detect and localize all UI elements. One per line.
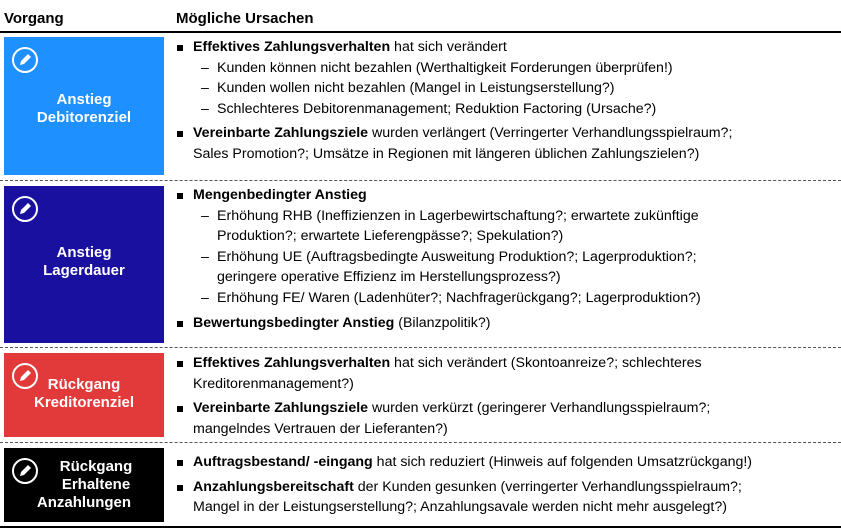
footer-rule <box>0 526 841 528</box>
sub-bullet-continuation: Produktion?; erwartete Lieferengpässe?; Spekulation?) <box>217 228 564 245</box>
box-label-line1: Rückgang <box>59 458 133 475</box>
pencil-icon <box>12 47 38 73</box>
sub-bullet: – Kunden wollen nicht bezahlen (Mangel in Leistungserstellung?) <box>176 78 836 99</box>
bullet-continuation: Mangel in der Leistungserstellung?; Anzahlungsavale werden nicht mehr ausgelegt?) <box>193 499 727 516</box>
bullet: Vereinbarte Zahlungsziele wurden verkürzt (geringerer Verhandlungsspielraum?; <box>176 398 836 419</box>
sub-bullet-continuation: geringere operative Effizienz im Herstellungsprozess?) <box>217 269 561 286</box>
sub-bullet: – Erhöhung FE/ Waren (Ladenhüter?; Nachfragerückgang?; Lagerproduktion?) <box>176 288 836 309</box>
section-divider <box>0 347 841 348</box>
bullet: Bewertungsbedingter Anstieg (Bilanzpolitik?) <box>176 313 836 334</box>
box-label-line2: Lagerdauer <box>43 262 125 279</box>
section-divider <box>0 180 841 181</box>
box-anstieg-lagerdauer <box>4 186 164 343</box>
bullet: Effektives Zahlungsverhalten hat sich verändert (Skontoanreize?; schlechteres <box>176 353 836 374</box>
box-label-line2: Erhaltene <box>61 476 131 493</box>
section-2-causes <box>176 185 836 333</box>
section-4-causes <box>176 452 836 518</box>
bullet-continuation: mangelndes Vertrauen der Lieferanten?) <box>193 420 448 437</box>
sub-bullet: – Erhöhung RHB (Ineffizienzen in Lagerbewirtschaftung?; erwartete zukünftige <box>176 206 836 227</box>
bullet: Vereinbarte Zahlungsziele wurden verlängert (Verringerter Verhandlungsspielraum?; <box>176 123 836 144</box>
pencil-icon <box>12 196 38 222</box>
box-label-line1: Rückgang <box>47 376 121 393</box>
bullet: Anzahlungsbereitschaft der Kunden gesunken (verringerter Verhandlungsspielraum?; <box>176 477 836 498</box>
bullet: Auftragsbestand/ -eingang hat sich reduziert (Hinweis auf folgenden Umsatzrückgang!) <box>176 452 836 473</box>
box-label-line3: Anzahlungen <box>36 494 132 511</box>
bullet: Mengenbedingter Anstieg <box>176 185 836 206</box>
sub-bullet: – Kunden können nicht bezahlen (Werthaltigkeit Forderungen überprüfen!) <box>176 58 836 79</box>
header-moegliche-ursachen: Mögliche Ursachen <box>176 10 314 27</box>
box-label-line1: Anstieg <box>56 91 112 108</box>
box-rueckgang-kreditorenziel <box>4 353 164 437</box>
sub-bullet: – Schlechteres Debitorenmanagement; Reduktion Factoring (Ursache?) <box>176 99 836 120</box>
header-vorgang: Vorgang <box>4 10 64 27</box>
section-1-causes <box>176 37 836 165</box>
box-label-line2: Kreditorenziel <box>33 394 135 411</box>
header-rule <box>0 31 841 33</box>
bullet: Effektives Zahlungsverhalten hat sich verändert <box>176 37 836 58</box>
section-3-causes <box>176 353 836 439</box>
bullet-continuation: Kreditorenmanagement?) <box>193 375 354 392</box>
box-label-line2: Debitorenziel <box>36 109 132 126</box>
box-anstieg-debitorenziel <box>4 37 164 175</box>
box-label-line1: Anstieg <box>56 244 112 261</box>
bullet-continuation: Sales Promotion?; Umsätze in Regionen mit längeren üblichen Zahlungszielen?) <box>193 145 700 162</box>
section-divider <box>0 442 841 443</box>
sub-bullet: – Erhöhung UE (Auftragsbedingte Ausweitung Produktion?; Lagerproduktion?; <box>176 247 836 268</box>
box-rueckgang-erhaltene-anzahlungen <box>4 448 164 522</box>
